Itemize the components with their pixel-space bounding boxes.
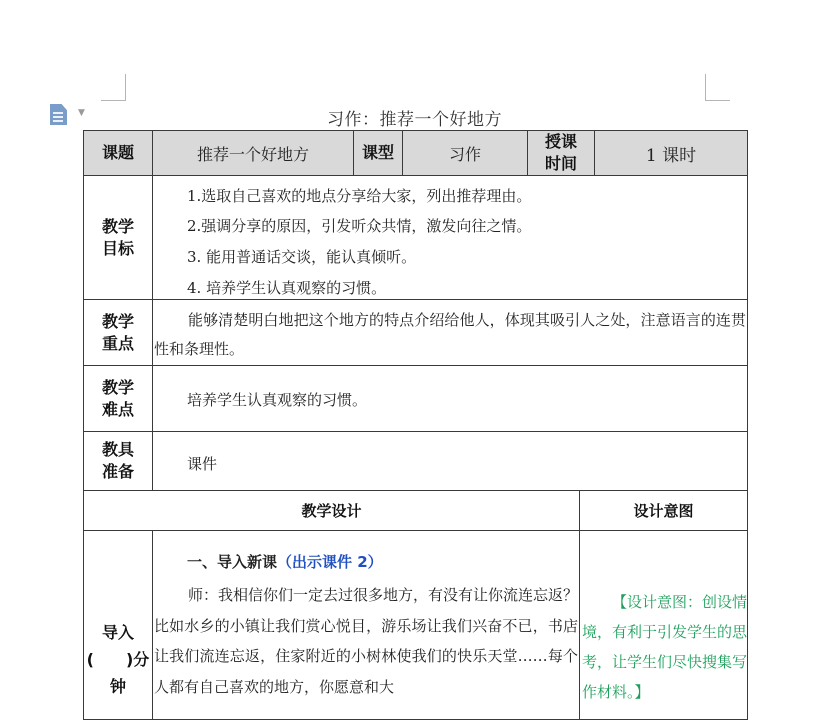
intent-header: 设计意图 bbox=[579, 490, 748, 531]
difficulties-text: 培养学生认真观察的习惯。 bbox=[187, 391, 368, 409]
margin-corner-top-right bbox=[705, 74, 730, 101]
design-header: 教学设计 bbox=[83, 490, 580, 531]
objective-item: 3. 能用普通话交谈，能认真倾听。 bbox=[187, 248, 417, 266]
intro-design-cell bbox=[152, 530, 580, 720]
intro-label: 导入 ( )分 钟 bbox=[83, 530, 153, 720]
objective-item: 1.选取自己喜欢的地点分享给大家，列出推荐理由。 bbox=[187, 187, 532, 205]
margin-corner-top-left bbox=[101, 74, 126, 101]
difficulties-label: 教学 难点 bbox=[83, 365, 153, 432]
objective-item: 4. 培养学生认真观察的习惯。 bbox=[187, 279, 387, 297]
page-title: 习作：推荐一个好地方 bbox=[327, 110, 502, 130]
difficulties-cell bbox=[152, 365, 748, 432]
materials-cell bbox=[152, 431, 748, 491]
time-value: 1 课时 bbox=[594, 130, 748, 176]
type-value: 习作 bbox=[402, 130, 528, 176]
objectives-cell bbox=[152, 175, 748, 300]
key-points-cell bbox=[152, 299, 748, 366]
dropdown-arrow-icon[interactable]: ▼ bbox=[78, 108, 85, 118]
objective-item: 2.强调分享的原因，引发听众共情，激发向往之情。 bbox=[187, 217, 532, 235]
intro-body: 师：我相信你们一定去过很多地方，有没有让你流连忘返？比如水乡的小镇让我们赏心悦目，游乐场让我们兴奋不已，书店让我们流连忘返，住家附近的小树林使我们的快乐天堂……每个人都有自己喜欢的地方，你愿意和大 bbox=[154, 586, 579, 696]
objectives-label: 教学 目标 bbox=[83, 175, 153, 300]
intro-heading-note: （出示课件 2） bbox=[277, 553, 383, 571]
topic-value: 推荐一个好地方 bbox=[152, 130, 354, 176]
key-points-text: 能够清楚明白地把这个地方的特点介绍给他人，体现其吸引人之处，注意语言的连贯性和条理性。 bbox=[154, 311, 746, 358]
intro-intent-cell bbox=[579, 530, 748, 720]
materials-text: 课件 bbox=[187, 455, 218, 473]
topic-label: 课题 bbox=[83, 130, 153, 176]
key-points-label: 教学 重点 bbox=[83, 299, 153, 366]
materials-label: 教具 准备 bbox=[83, 431, 153, 491]
type-label: 课型 bbox=[353, 130, 403, 176]
intro-heading: 一、导入新课（出示课件 2） bbox=[187, 553, 383, 571]
time-label: 授课 时间 bbox=[527, 130, 595, 176]
intro-intent-text: 【设计意图：创设情境，有利于引发学生的思考，让学生们尽快搜集写作材料。】 bbox=[582, 593, 748, 701]
